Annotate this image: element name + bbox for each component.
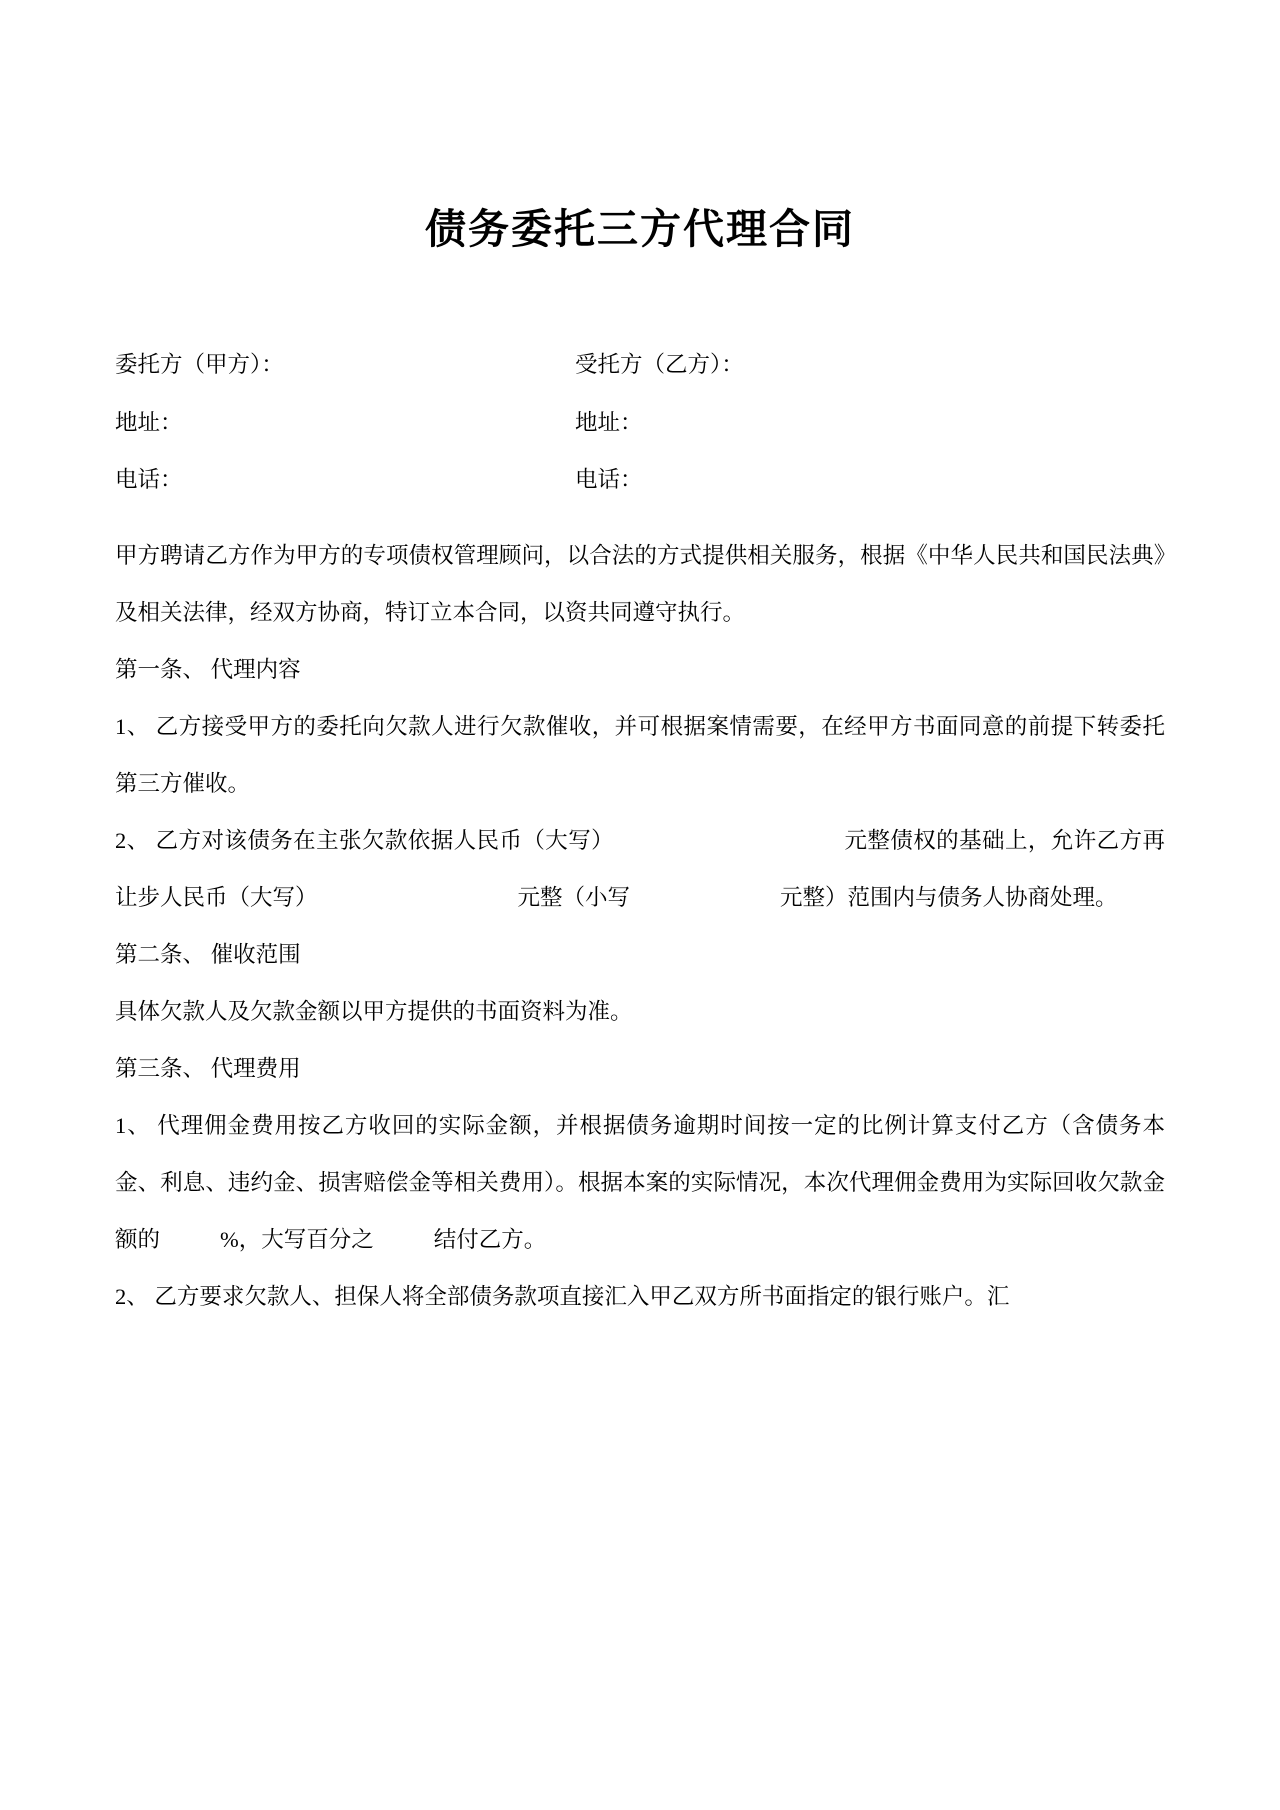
clause-1-2-part2: 元整债权的基础上，允许乙方再让步人民币（大写）: [115, 827, 1165, 910]
document-body: [115, 527, 1165, 1325]
party-b-phone-label: 电话：: [575, 467, 643, 493]
clause-3-1-part1: 1、 代理佣金费用按乙方收回的实际金额，并根据债务逾期时间按一定的比例计算支付乙方（含债务本金、利息、违约金、损害赔偿金等相关费用）。根据本案的实际情况，本次代理佣金费用为实际回收欠款金额的: [115, 1112, 1165, 1252]
section-heading-3: 第三条、 代理费用: [115, 1055, 301, 1081]
preamble-paragraph: 甲方聘请乙方作为甲方的专项债权管理顾问，以合法的方式提供相关服务，根据《中华人民共和国民法典》及相关法律，经双方协商，特订立本合同，以资共同遵守执行。: [115, 542, 1165, 625]
party-info-block: [115, 354, 1165, 492]
page-title: 债务委托三方代理合同: [425, 205, 855, 253]
party-a-label: 委托方（甲方）：: [115, 352, 284, 378]
party-row: [115, 354, 1165, 377]
clause-3-2: 2、 乙方要求欠款人、担保人将全部债务款项直接汇入甲乙双方所书面指定的银行账户。汇: [115, 1283, 1010, 1309]
clause-3-1-part3: 结付乙方。: [433, 1226, 547, 1252]
party-b-address-label: 地址：: [575, 409, 643, 435]
clause-1-1: 1、 乙方接受甲方的委托向欠款人进行欠款催收，并可根据案情需要，在经甲方书面同意的前提下转委托第三方催收。: [115, 713, 1165, 796]
clause-1-2: [115, 812, 1165, 926]
party-row: [115, 409, 1165, 435]
party-a-address-label: 地址：: [115, 409, 183, 435]
section-heading-2: 第二条、 催收范围: [115, 941, 301, 967]
section-heading-1: 第一条、 代理内容: [115, 656, 301, 682]
clause-1-2-part1: 2、 乙方对该债务在主张欠款依据人民币（大写）: [115, 827, 615, 853]
clause-1-2-part4: 元整）范围内与债务人协商处理。: [780, 884, 1118, 910]
clause-3-1-part2: %，大写百分之: [220, 1226, 374, 1252]
party-row: [115, 469, 1165, 492]
party-b-label: 受托方（乙方）：: [575, 352, 744, 378]
clause-2-1: 具体欠款人及欠款金额以甲方提供的书面资料为准。: [115, 998, 633, 1024]
clause-1-2-part3: 元整（小写: [517, 884, 631, 910]
party-a-phone-label: 电话：: [115, 467, 183, 493]
clause-3-1: [115, 1097, 1165, 1268]
